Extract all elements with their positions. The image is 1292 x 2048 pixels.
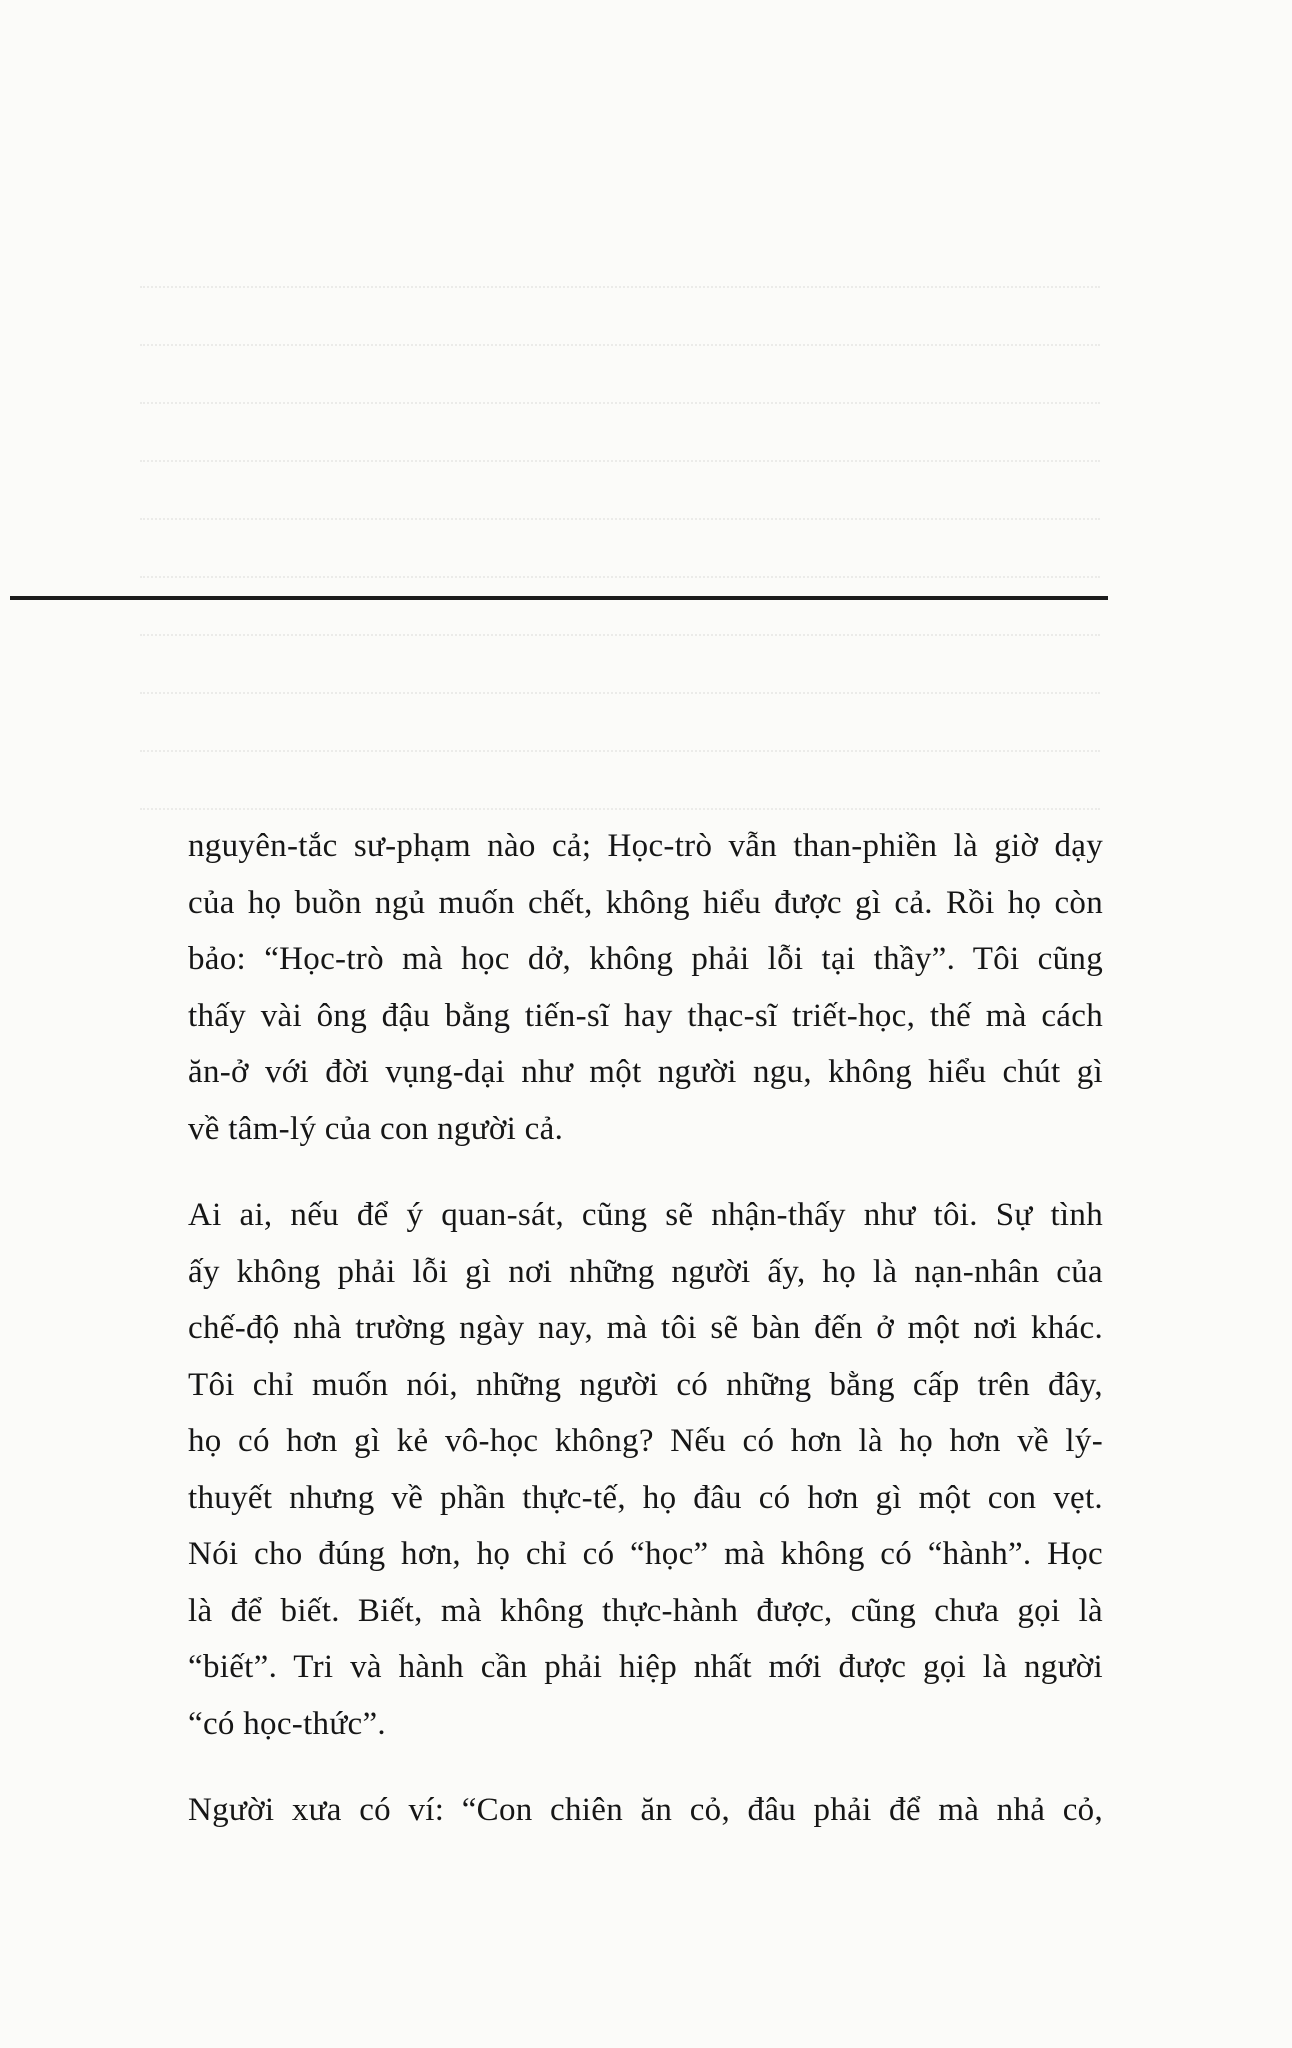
text-line: Người xưa có ví: “Con chiên ăn cỏ, đâu phải để mà nhả cỏ, xyxy=(188,1792,1103,1828)
text-line: Tôi chỉ muốn nói, những người có những bằng cấp trên đây, xyxy=(188,1366,1103,1403)
text-line: về tâm-lý của con người cả. xyxy=(188,1110,564,1147)
text-line: ăn-ở với đời vụng-dại như một người ngu, không hiểu chút gì xyxy=(188,1054,1103,1090)
text-line: họ có hơn gì kẻ vô-học không? Nếu có hơn là họ hơn về lý- xyxy=(188,1423,1103,1459)
text-line: bảo: “Học-trò mà học dở, không phải lỗi tại thầy”. Tôi cũng xyxy=(188,941,1103,977)
text-line: chế-độ nhà trường ngày nay, mà tôi sẽ bàn đến ở một nơi khác. xyxy=(188,1310,1103,1346)
text-line: của họ buồn ngủ muốn chết, không hiểu được gì cả. Rồi họ còn xyxy=(188,884,1103,921)
bleed-through-text xyxy=(140,230,1100,830)
body-text xyxy=(188,818,1103,1839)
paragraph-2 xyxy=(188,1187,1103,1752)
text-line: Ai ai, nếu để ý quan-sát, cũng sẽ nhận-thấy như tôi. Sự tình xyxy=(188,1197,1103,1233)
text-line: ấy không phải lỗi gì nơi những người ấy, họ là nạn-nhân của xyxy=(188,1253,1103,1290)
text-line: “có học-thức”. xyxy=(188,1705,386,1742)
text-line: Nói cho đúng hơn, họ chỉ có “học” mà không có “hành”. Học xyxy=(188,1536,1103,1572)
text-line: “biết”. Tri và hành cần phải hiệp nhất mới được gọi là người xyxy=(188,1649,1103,1685)
paragraph-3 xyxy=(188,1782,1103,1839)
horizontal-rule xyxy=(10,596,1108,600)
text-line: thuyết nhưng về phần thực-tế, họ đâu có hơn gì một con vẹt. xyxy=(188,1479,1103,1516)
text-line: thấy vài ông đậu bằng tiến-sĩ hay thạc-sĩ triết-học, thế mà cách xyxy=(188,997,1103,1034)
text-line: nguyên-tắc sư-phạm nào cả; Học-trò vẫn than-phiền là giờ dạy xyxy=(188,828,1103,864)
paragraph-1 xyxy=(188,818,1103,1157)
text-line: là để biết. Biết, mà không thực-hành được, cũng chưa gọi là xyxy=(188,1592,1103,1629)
